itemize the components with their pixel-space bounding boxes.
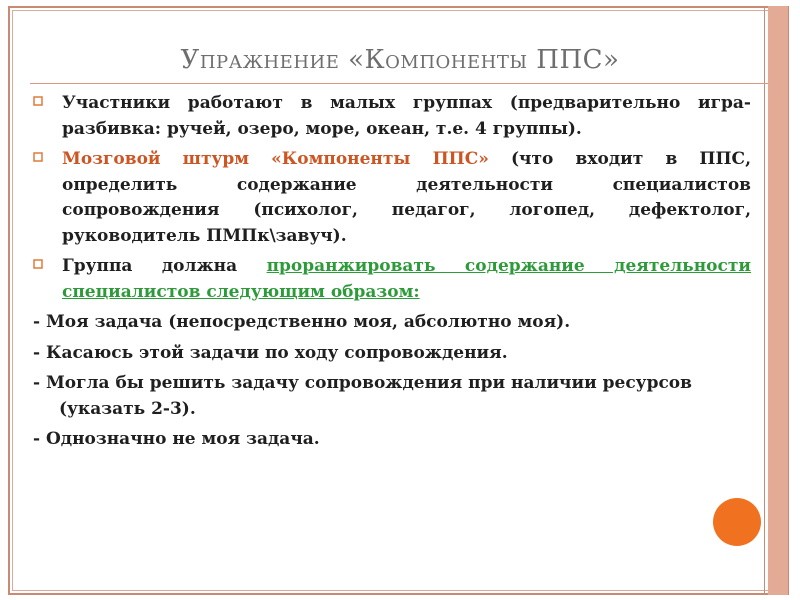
dash-item-3: - Могла бы решить задачу сопровождения при наличии ресурсов (указать 2-3). bbox=[33, 373, 692, 419]
bullet-highlight: Мозговой штурм «Компоненты ППС» bbox=[62, 149, 489, 169]
bullet-link[interactable]: проранжировать содержание деятельности специалистов следующим образом: bbox=[62, 256, 751, 302]
dash-item-4: - Однозначно не моя задача. bbox=[33, 429, 320, 449]
dash-item-1: - Моя задача (непосредственно моя, абсолютно моя). bbox=[33, 312, 571, 332]
bullet-item-1 bbox=[33, 91, 751, 142]
bullet-text: Группа должна bbox=[62, 256, 267, 276]
bullet-text: (что входит в ППС, определить содержание деятельности специалистов сопровождения (психолог, педагог, логопед, дефектолог, руководитель ПМПк\завуч). bbox=[62, 149, 751, 246]
bullet-text: Участники работают в малых группах (предварительно игра-разбивка: ручей, озеро, море, океан, т.е. 4 группы). bbox=[62, 93, 751, 139]
hollow-square-bullet-icon bbox=[33, 259, 43, 269]
hollow-square-bullet-icon bbox=[33, 152, 43, 162]
slide-title: Упражнение «Компоненты ППС» bbox=[180, 45, 620, 75]
orange-circle-icon bbox=[713, 498, 761, 546]
bullet-item-2 bbox=[33, 147, 751, 249]
title-divider bbox=[30, 83, 768, 84]
right-accent-line bbox=[764, 6, 765, 595]
hollow-square-bullet-icon bbox=[33, 96, 43, 106]
dash-item-2: - Касаюсь этой задачи по ходу сопровождения. bbox=[33, 342, 508, 363]
slide-content bbox=[33, 91, 751, 458]
bullet-item-3 bbox=[33, 254, 751, 305]
right-accent-bar bbox=[768, 6, 788, 595]
